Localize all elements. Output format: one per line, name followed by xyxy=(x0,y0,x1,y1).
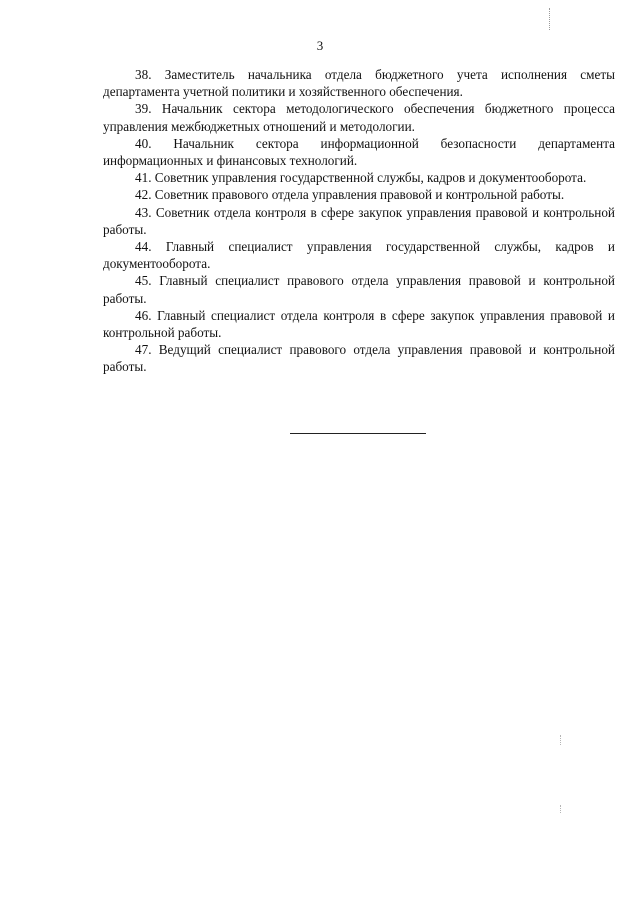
list-item: 45. Главный специалист правового отдела управления правовой и контрольной работы. xyxy=(103,273,615,306)
list-item: 38. Заместитель начальника отдела бюджетного учета исполнения сметы департамента учетной политики и хозяйственного обеспечения. xyxy=(103,67,615,100)
scan-artifact xyxy=(560,805,562,813)
list-item: 47. Ведущий специалист правового отдела управления правовой и контрольной работы. xyxy=(103,342,615,375)
document-body xyxy=(103,66,615,376)
scan-artifact xyxy=(560,735,562,745)
list-item: 42. Советник правового отдела управления правовой и контрольной работы. xyxy=(135,187,565,203)
list-item: 46. Главный специалист отдела контроля в сфере закупок управления правовой и контрольной работы. xyxy=(103,307,615,341)
scan-artifact xyxy=(549,8,551,30)
page-number: 3 xyxy=(316,38,324,53)
list-item: 40. Начальник сектора информационной безопасности департамента информационных и финансовых технологий. xyxy=(103,135,615,169)
end-separator-line xyxy=(290,433,426,434)
list-item: 41. Советник управления государственной службы, кадров и документооборота. xyxy=(135,170,587,186)
list-item: 44. Главный специалист управления государственной службы, кадров и документооборота. xyxy=(103,239,615,272)
list-item: 39. Начальник сектора методологического обеспечения бюджетного процесса управления межбюджетных отношений и методологии. xyxy=(103,101,615,134)
list-item: 43. Советник отдела контроля в сфере закупок управления правовой и контрольной работы. xyxy=(103,204,615,237)
